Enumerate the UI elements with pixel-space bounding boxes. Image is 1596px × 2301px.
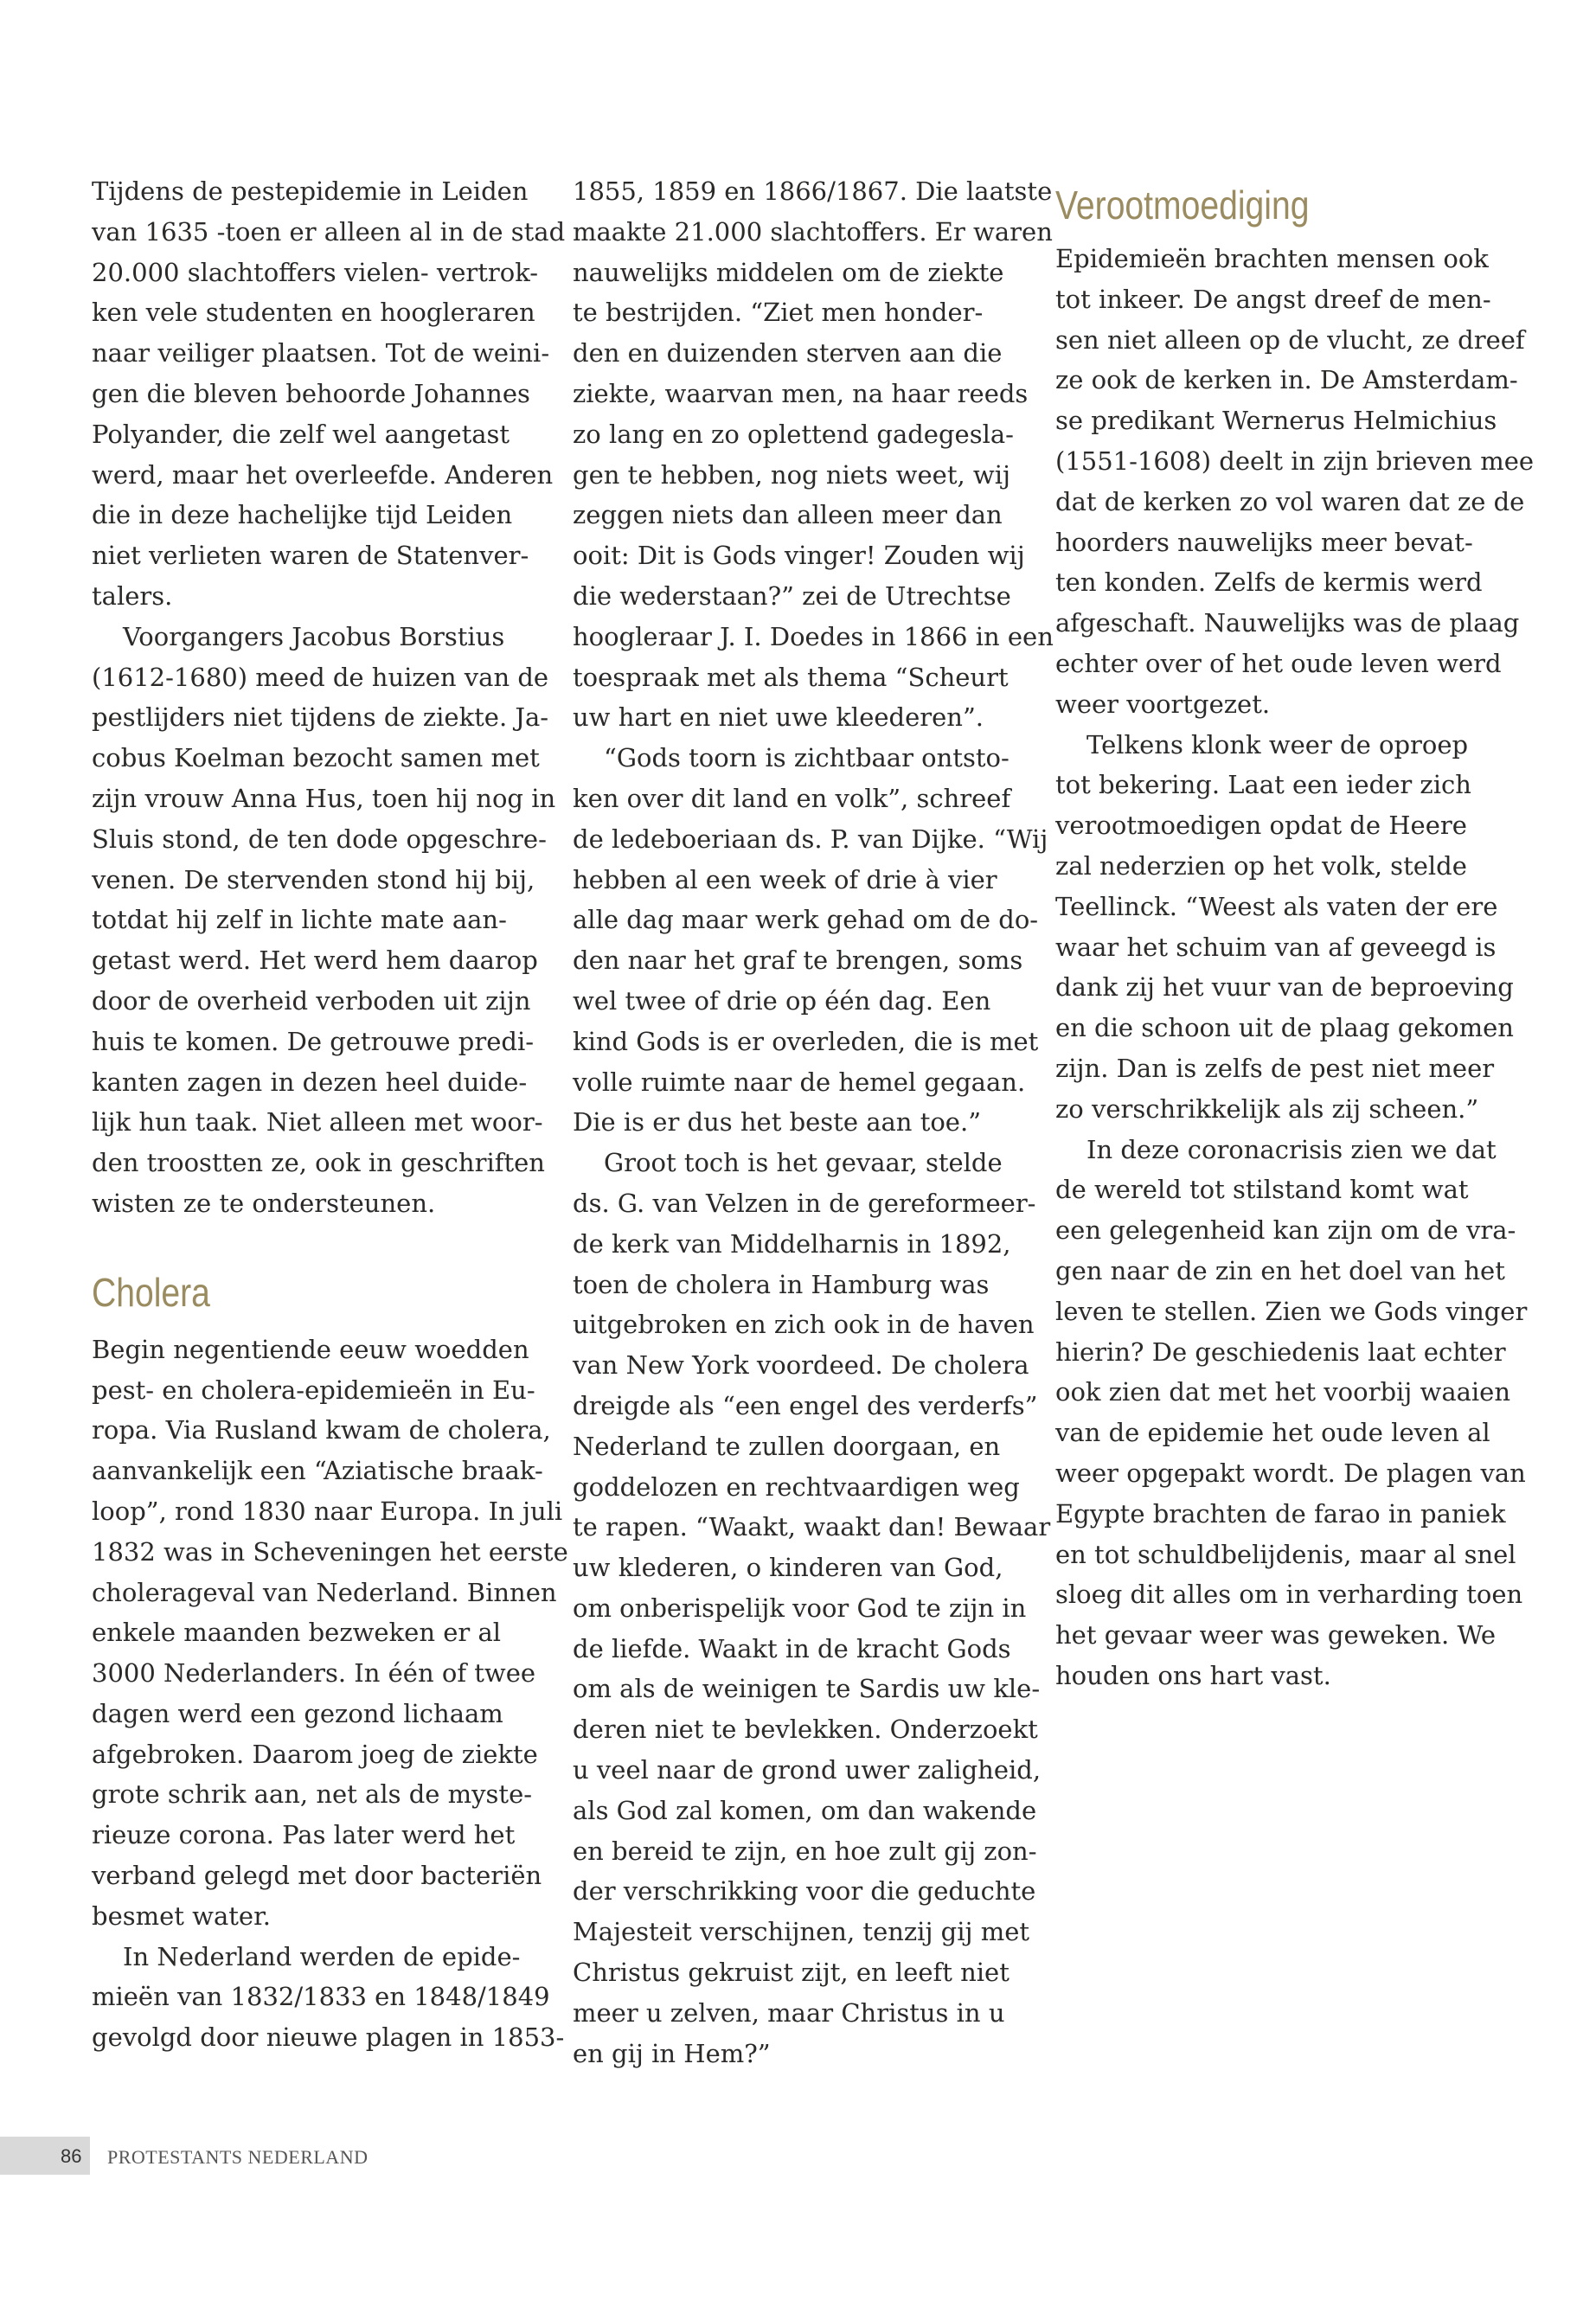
text-line: zijn. Dan is zelfs de pest niet meer xyxy=(1055,1053,1495,1083)
text-line: maakte 21.000 slachtoffers. Er waren xyxy=(573,216,1053,247)
text-line: om onberispelijk voor God te zijn in xyxy=(573,1593,1027,1623)
text-line: loop”, rond 1830 naar Europa. In juli xyxy=(92,1496,563,1526)
text-line: gen te hebben, nog niets weet, wij xyxy=(573,459,1011,490)
text-line: werd, maar het overleefde. Anderen xyxy=(92,459,554,490)
text-line: (1612-1680) meed de huizen van de xyxy=(92,662,549,692)
text-line: ten konden. Zelfs de kermis werd xyxy=(1055,567,1483,598)
text-line: Groot toch is het gevaar, stelde xyxy=(604,1148,1003,1178)
paragraph xyxy=(1055,239,1535,725)
text-line: de ledeboeriaan ds. P. van Dijke. “Wij xyxy=(573,824,1048,854)
text-line: ken vele studenten en hoogleraren xyxy=(92,298,535,328)
text-line: enkele maanden bezweken er al xyxy=(92,1618,502,1648)
text-line: toen de cholera in Hamburg was xyxy=(573,1269,990,1299)
text-line: de wereld tot stilstand komt wat xyxy=(1055,1175,1469,1205)
page-footer xyxy=(0,2137,606,2175)
text-line: weer opgepakt wordt. De plagen van xyxy=(1055,1458,1526,1488)
text-line: 1855, 1859 en 1866/1867. Die laatste xyxy=(573,176,1053,206)
text-line: Nederland te zullen doorgaan, en xyxy=(573,1431,1001,1461)
text-line: gen naar de zin en het doel van het xyxy=(1055,1255,1505,1285)
paragraph xyxy=(573,171,1054,738)
text-line: weer voortgezet. xyxy=(1055,689,1271,719)
text-line: Teellinck. “Weest als vaten der ere xyxy=(1055,891,1498,921)
text-line: en bereid te zijn, en hoe zult gij zon- xyxy=(573,1836,1037,1866)
text-line: huis te komen. De getrouwe predi- xyxy=(92,1026,535,1056)
text-line: niet verlieten waren de Statenver- xyxy=(92,541,529,571)
text-line: den naar het graf te brengen, soms xyxy=(573,945,1023,976)
text-line: de kerk van Middelharnis in 1892, xyxy=(573,1228,1011,1259)
text-line: waar het schuim van af geveegd is xyxy=(1055,932,1497,962)
text-line: kanten zagen in dezen heel duide- xyxy=(92,1067,528,1097)
column-2 xyxy=(573,171,1054,2073)
text-line: dank zij het vuur van de beproeving xyxy=(1055,972,1514,1003)
text-line: rieuze corona. Pas later werd het xyxy=(92,1820,516,1850)
text-line: Majesteit verschijnen, tenzij gij met xyxy=(573,1917,1030,1947)
text-line: verootmoedigen opdat de Heere xyxy=(1055,811,1467,841)
column-1 xyxy=(92,171,568,2058)
text-line: In deze coronacrisis zien we dat xyxy=(1086,1134,1497,1164)
text-line: dat de kerken zo vol waren dat ze de xyxy=(1055,486,1525,516)
text-line: uitgebroken en zich ook in de haven xyxy=(573,1310,1035,1340)
text-line: zal nederzien op het volk, stelde xyxy=(1055,850,1467,881)
text-line: die wederstaan?” zei de Utrechtse xyxy=(573,580,1011,611)
text-line: Polyander, die zelf wel aangetast xyxy=(92,419,510,449)
paragraph xyxy=(92,1330,568,1937)
text-line: ken over dit land en volk”, schreef xyxy=(573,783,1011,813)
text-line: zo verschrikkelijk als zij scheen.” xyxy=(1055,1093,1479,1124)
text-line: verband gelegd met door bacteriën xyxy=(92,1861,542,1891)
text-line: getast werd. Het werd hem daarop xyxy=(92,945,538,976)
text-line: hebben al een week of drie à vier xyxy=(573,864,997,894)
text-line: houden ons hart vast. xyxy=(1055,1660,1331,1690)
paragraph xyxy=(92,1937,565,2058)
text-line: om als de weinigen te Sardis uw kle- xyxy=(573,1674,1041,1704)
section-heading-verootmoediging: Verootmoediging xyxy=(1055,183,1310,228)
text-line: gevolgd door nieuwe plagen in 1853- xyxy=(92,2022,565,2053)
text-line: gen die bleven behoorde Johannes xyxy=(92,378,530,408)
text-line: uw klederen, o kinderen van God, xyxy=(573,1553,1003,1583)
text-line: echter over of het oude leven werd xyxy=(1055,648,1502,678)
text-line: der verschrikking voor die geduchte xyxy=(573,1876,1036,1907)
text-line: zo lang en zo oplettend gadegesla- xyxy=(573,419,1014,449)
text-line: en gij in Hem?” xyxy=(573,2038,771,2068)
text-line: ziekte, waarvan men, na haar reeds xyxy=(573,378,1029,408)
text-line: te bestrijden. “Ziet men honder- xyxy=(573,298,984,328)
text-line: hoorders nauwelijks meer bevat- xyxy=(1055,527,1473,557)
text-line: volle ruimte naar de hemel gegaan. xyxy=(573,1067,1026,1097)
text-line: se predikant Wernerus Helmichius xyxy=(1055,406,1497,436)
text-line: van New York voordeed. De cholera xyxy=(573,1350,1029,1381)
text-line: sloeg dit alles om in verharding toen xyxy=(1055,1580,1523,1610)
paragraph xyxy=(1055,725,1514,1130)
text-line: die in deze hachelijke tijd Leiden xyxy=(92,500,513,530)
text-line: ropa. Via Rusland kwam de cholera, xyxy=(92,1415,551,1445)
text-line: Begin negentiende eeuw woedden xyxy=(92,1334,529,1364)
text-line: u veel naar de grond uwer zaligheid, xyxy=(573,1755,1042,1785)
text-line: leven te stellen. Zien we Gods vinger xyxy=(1055,1296,1528,1326)
text-line: tot bekering. Laat een ieder zich xyxy=(1055,770,1471,800)
text-line: tot inkeer. De angst dreef de men- xyxy=(1055,284,1491,314)
text-line: van de epidemie het oude leven al xyxy=(1055,1418,1490,1448)
text-line: te rapen. “Waakt, waakt dan! Bewaar xyxy=(573,1512,1051,1542)
text-line: besmet water. xyxy=(92,1900,271,1931)
text-line: Die is er dus het beste aan toe.” xyxy=(573,1107,982,1138)
section-heading-cholera: Cholera xyxy=(92,1269,210,1315)
text-line: alle dag maar werk gehad om de do- xyxy=(573,905,1039,935)
text-line: ds. G. van Velzen in de gereformeer- xyxy=(573,1188,1036,1218)
text-line: lijk hun taak. Niet alleen met woor- xyxy=(92,1107,543,1138)
text-line: wisten ze te ondersteunen. xyxy=(92,1188,436,1218)
paragraph xyxy=(1055,1130,1528,1696)
text-line: hierin? De geschiedenis laat echter xyxy=(1055,1336,1506,1367)
text-line: den troostten ze, ook in geschriften xyxy=(92,1148,545,1178)
text-line: het gevaar weer was geweken. We xyxy=(1055,1620,1497,1650)
text-line: cholerageval van Nederland. Binnen xyxy=(92,1577,557,1607)
text-line: de liefde. Waakt in de kracht Gods xyxy=(573,1633,1011,1663)
text-line: zeggen niets dan alleen meer dan xyxy=(573,500,1003,530)
paragraph xyxy=(92,617,556,1224)
text-line: toespraak met als thema “Scheurt xyxy=(573,662,1009,692)
text-line: uw hart en niet uwe kleederen”. xyxy=(573,702,984,733)
text-line: 3000 Nederlanders. In één of twee xyxy=(92,1658,536,1689)
text-line: Epidemieën brachten mensen ook xyxy=(1055,244,1489,273)
text-line: cobus Koelman bezocht samen met xyxy=(92,743,540,773)
text-line: ook zien dat met het voorbij waaien xyxy=(1055,1377,1511,1407)
text-line: hoogleraar J. I. Doedes in 1866 in een xyxy=(573,621,1054,651)
text-line: dagen werd een gezond lichaam xyxy=(92,1698,503,1728)
text-line: totdat hij zelf in lichte mate aan- xyxy=(92,905,507,935)
text-line: zijn vrouw Anna Hus, toen hij nog in xyxy=(92,783,556,813)
text-line: afgeschaft. Nauwelijks was de plaag xyxy=(1055,608,1520,638)
text-line: Sluis stond, de ten dode opgeschre- xyxy=(92,824,547,854)
text-line: ooit: Dit is Gods vinger! Zouden wij xyxy=(573,541,1025,571)
text-line: (1551-1608) deelt in zijn brieven mee xyxy=(1055,445,1535,476)
text-line: Telkens klonk weer de oproep xyxy=(1086,729,1469,760)
text-line: 1832 was in Scheveningen het eerste xyxy=(92,1536,568,1567)
text-line: goddelozen en rechtvaardigen weg xyxy=(573,1471,1020,1502)
text-line: 20.000 slachtoffers vielen- vertrok- xyxy=(92,257,539,287)
text-line: mieën van 1832/1833 en 1848/1849 xyxy=(92,1982,550,2012)
text-line: Voorgangers Jacobus Borstius xyxy=(123,621,505,651)
text-line: venen. De stervenden stond hij bij, xyxy=(92,864,535,894)
page-number: 86 xyxy=(61,2145,82,2167)
text-line: talers. xyxy=(92,580,173,611)
text-line: “Gods toorn is zichtbaar ontsto- xyxy=(604,743,1010,773)
text-line: pest- en cholera-epidemieën in Eu- xyxy=(92,1375,535,1405)
text-line: ze ook de kerken in. De Amsterdam- xyxy=(1055,365,1518,395)
publication-name: PROTESTANTS NEDERLAND xyxy=(107,2146,369,2168)
text-line: van 1635 -toen er alleen al in de stad xyxy=(92,216,566,247)
text-line: Christus gekruist zijt, en leeft niet xyxy=(573,1958,1010,1988)
text-line: deren niet te bevlekken. Onderzoekt xyxy=(573,1715,1038,1745)
text-line: Egypte brachten de farao in paniek xyxy=(1055,1498,1506,1529)
paragraph xyxy=(92,171,566,617)
text-line: en die schoon uit de plaag gekomen xyxy=(1055,1013,1514,1043)
text-line: sen niet alleen op de vlucht, ze dreef xyxy=(1055,324,1525,355)
text-line: Tijdens de pestepidemie in Leiden xyxy=(92,176,529,206)
paragraph xyxy=(573,738,1048,1143)
text-line: kind Gods is er overleden, die is met xyxy=(573,1026,1039,1056)
text-line: meer u zelven, maar Christus in u xyxy=(573,1997,1005,2028)
text-line: grote schrik aan, net als de myste- xyxy=(92,1779,533,1810)
text-line: door de overheid verboden uit zijn xyxy=(92,985,531,1016)
text-line: pestlijders niet tijdens de ziekte. Ja- xyxy=(92,702,549,733)
text-line: den en duizenden sterven aan die xyxy=(573,338,1003,369)
text-line: aanvankelijk een “Aziatische braak- xyxy=(92,1456,543,1486)
text-line: afgebroken. Daarom joeg de ziekte xyxy=(92,1739,538,1769)
text-line: als God zal komen, om dan wakende xyxy=(573,1795,1037,1825)
text-line: In Nederland werden de epide- xyxy=(123,1941,521,1971)
column-3 xyxy=(1055,183,1535,1696)
text-line: een gelegenheid kan zijn om de vra- xyxy=(1055,1215,1516,1246)
text-line: nauwelijks middelen om de ziekte xyxy=(573,257,1004,287)
text-line: dreigde als “een engel des verderfs” xyxy=(573,1390,1038,1420)
text-line: naar veiliger plaatsen. Tot de weini- xyxy=(92,338,550,369)
paragraph xyxy=(573,1143,1051,2073)
text-line: en tot schuldbelijdenis, maar al snel xyxy=(1055,1539,1516,1569)
text-line: wel twee of drie op één dag. Een xyxy=(573,985,991,1016)
